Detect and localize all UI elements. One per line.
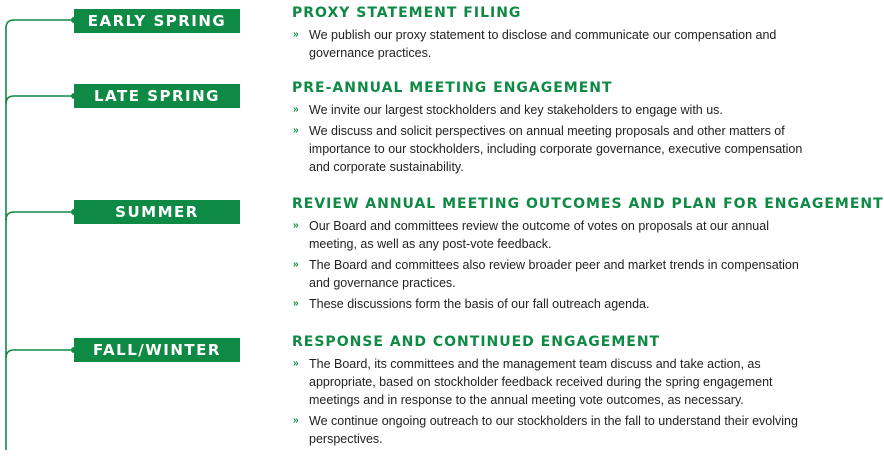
bullet-list: [292, 101, 820, 176]
bullet-item: » The Board, its committees and the management team discuss and take action, as appropriate, based on stockholder feedback received during the spring engagement meetings and in response to the annual meeting vote outcomes, as necessary.: [293, 357, 773, 407]
stage-late-spring: [292, 79, 820, 179]
stage-summer: [292, 195, 884, 316]
bullet-list: [292, 217, 820, 313]
bullet-list: [292, 26, 820, 62]
stage-heading: REVIEW ANNUAL MEETING OUTCOMES AND PLAN FOR ENGAGEMENT: [292, 196, 884, 212]
bullet-list: [292, 355, 820, 448]
bullet-item: » We continue ongoing outreach to our stockholders in the fall to understand their evolving perspectives.: [293, 414, 798, 446]
chevron-bullet-icon: »: [293, 298, 299, 309]
stage-heading: PROXY STATEMENT FILING: [292, 5, 522, 21]
chevron-bullet-icon: »: [293, 220, 299, 231]
chevron-bullet-icon: »: [293, 104, 299, 115]
bullet-item: » We invite our largest stockholders and key stakeholders to engage with us.: [293, 103, 723, 117]
bullet-item: » We discuss and solicit perspectives on annual meeting proposals and other matters of importance to our stockholders, including corporate governance, executive compensation and corporate sustainability.: [293, 124, 803, 174]
chevron-bullet-icon: »: [293, 29, 299, 40]
season-label-summer: SUMMER: [74, 200, 240, 224]
season-label-early-spring: EARLY SPRING: [74, 9, 240, 33]
stage-fall-winter: [292, 333, 820, 451]
bullet-item: » We publish our proxy statement to disclose and communicate our compensation and governance practices.: [293, 28, 777, 60]
chevron-bullet-icon: »: [293, 125, 299, 136]
bullet-item: » Our Board and committees review the outcome of votes on proposals at our annual meeting, as well as any post-vote feedback.: [293, 219, 769, 251]
stage-heading: RESPONSE AND CONTINUED ENGAGEMENT: [292, 334, 661, 350]
chevron-bullet-icon: »: [293, 415, 299, 426]
bullet-item: » These discussions form the basis of our fall outreach agenda.: [293, 297, 650, 311]
chevron-bullet-icon: »: [293, 358, 299, 369]
stage-heading: PRE-ANNUAL MEETING ENGAGEMENT: [292, 80, 613, 96]
stage-early-spring: [292, 4, 820, 65]
bullet-item: » The Board and committees also review broader peer and market trends in compensation and governance practices.: [293, 258, 799, 290]
season-label-fall-winter: FALL/WINTER: [74, 338, 240, 362]
season-label-late-spring: LATE SPRING: [74, 84, 240, 108]
chevron-bullet-icon: »: [293, 259, 299, 270]
